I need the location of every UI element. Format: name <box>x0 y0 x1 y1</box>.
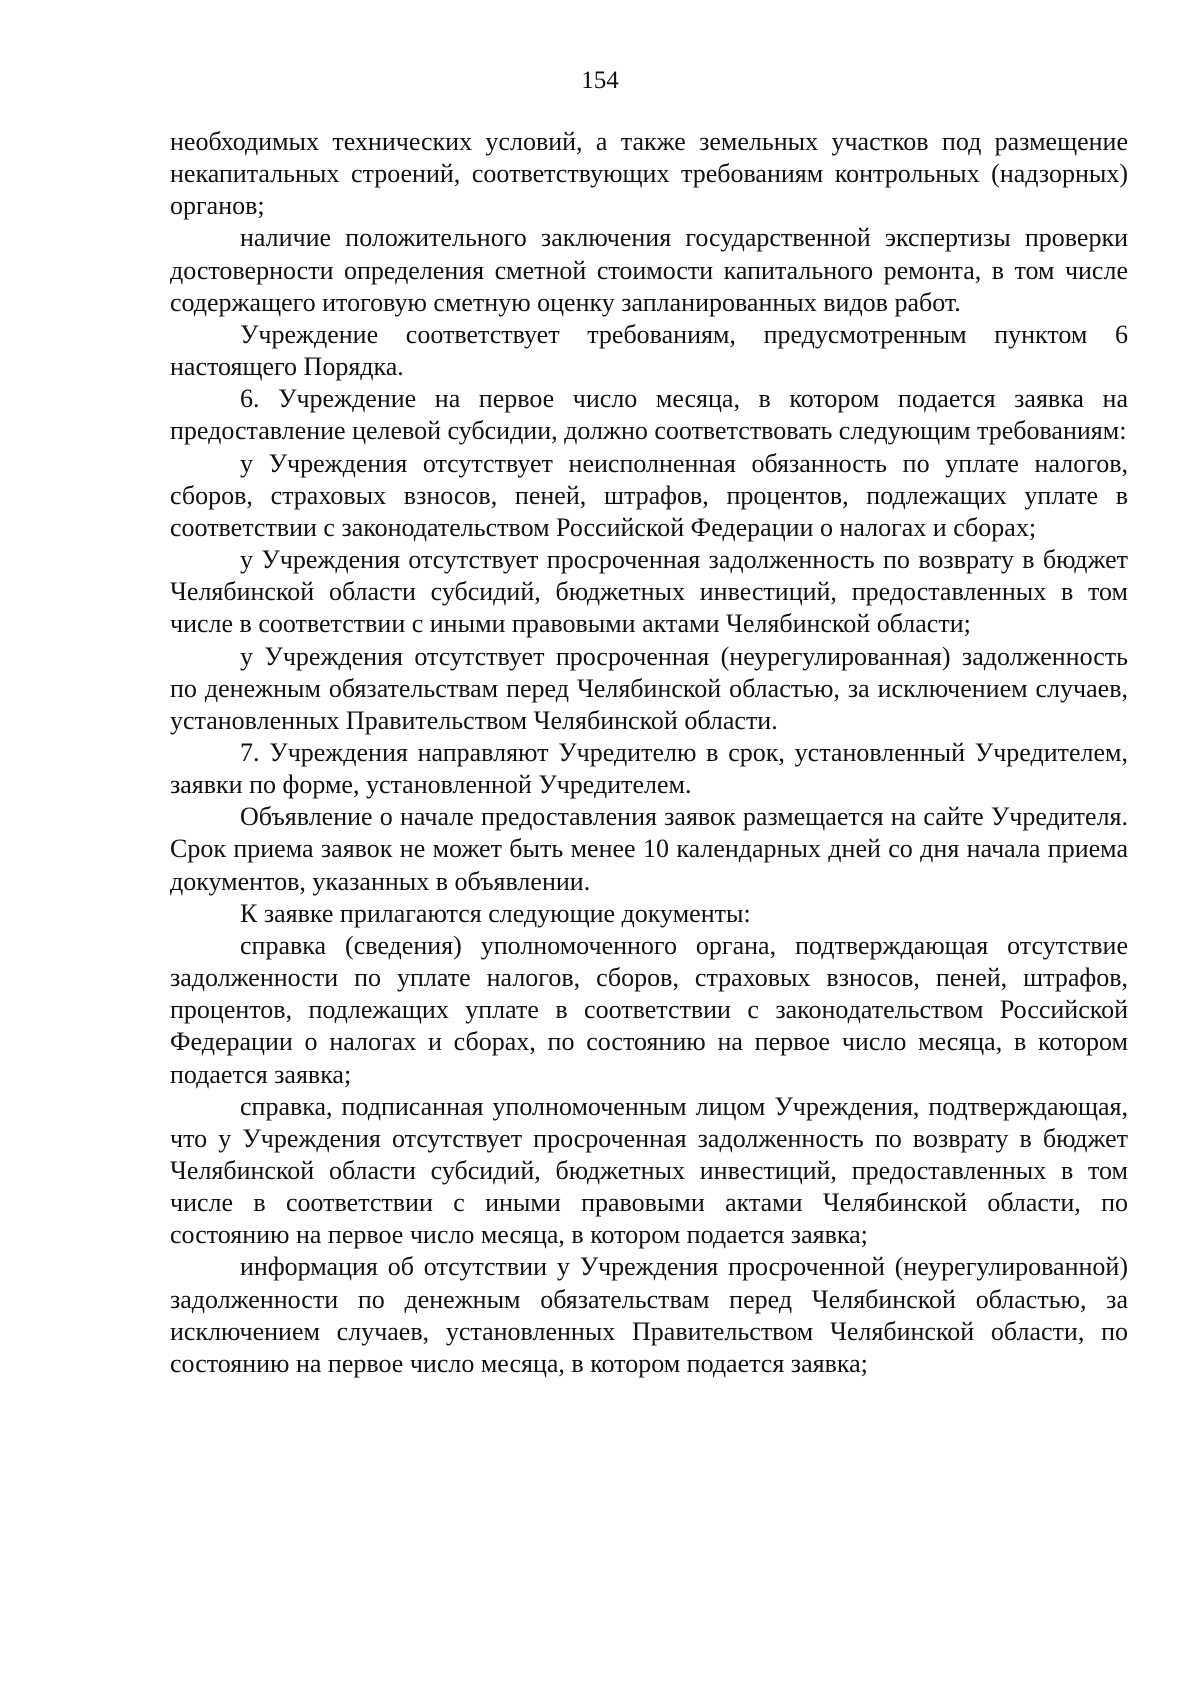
paragraph-information-absence: информация об отсутствии у Учреждения просроченной (неурегулированной) задолженности по денежным обязательствам перед Челябинской областью, за исключением случаев, установленных Правительством Челябинской области, по состоянию на первое число месяца, в котором подается заявка; <box>170 1252 1128 1378</box>
paragraph-certificate-authority: справка (сведения) уполномоченного органа, подтверждающая отсутствие задолженности по уплате налогов, сборов, страховых взносов, пеней, штрафов, процентов, подлежащих уплате в соответствии с законодательством Российской Федерации о налогах и сборах, по состоянию на первое число месяца, в котором подается заявка; <box>170 930 1128 1089</box>
paragraph-announcement: Объявление о начале предоставления заявок размещается на сайте Учредителя. Срок приема заявок не может быть менее 10 календарных дней со дня начала приема документов, указанных в объявлении. <box>170 802 1128 896</box>
paragraph-certificate-signed: справка, подписанная уполномоченным лицом Учреждения, подтверждающая, что у Учреждения отсутствует просроченная задолженность по возврату в бюджет Челябинской области субсидий, бюджетных инвестиций, предоставленных в том числе в соответствии с иными правовыми актами Челябинской области, по состоянию на первое число месяца, в котором подается заявка; <box>170 1091 1128 1250</box>
page-number: 154 <box>581 67 619 94</box>
paragraph-tax-obligation: у Учреждения отсутствует неисполненная обязанность по уплате налогов, сборов, страховых взносов, пеней, штрафов, процентов, подлежащих уплате в соответствии с законодательством Российской Федерации о налогах и сборах; <box>170 448 1128 542</box>
paragraph-clause-6: 6. Учреждение на первое число месяца, в котором подается заявка на предоставление целевой субсидии, должно соответствовать следующим требованиям: <box>170 384 1128 446</box>
paragraph-expert-conclusion: наличие положительного заключения государственной экспертизы проверки достоверности определения сметной стоимости капитального ремонта, в том числе содержащего итоговую сметную оценку запланированных видов работ. <box>170 223 1128 317</box>
document-body <box>170 126 1128 1380</box>
paragraph-overdue-budget-debt: у Учреждения отсутствует просроченная задолженность по возврату в бюджет Челябинской области субсидий, бюджетных инвестиций, предоставленных в том числе в соответствии с иными правовыми актами Челябинской области; <box>170 545 1128 639</box>
paragraph-requirements-compliance: Учреждение соответствует требованиям, предусмотренным пунктом 6 настоящего Порядка. <box>170 319 1128 382</box>
paragraph-unsettled-debt: у Учреждения отсутствует просроченная (неурегулированная) задолженность по денежным обязательствам перед Челябинской областью, за исключением случаев, установленных Правительством Челябинской области. <box>170 641 1128 735</box>
paragraph-documents-intro: К заявке прилагаются следующие документы: <box>240 898 751 928</box>
paragraph-continuation: необходимых технических условий, а также земельных участков под размещение некапитальных строений, соответствующих требованиям контрольных (надзорных) органов; <box>170 127 1128 221</box>
paragraph-clause-7: 7. Учреждения направляют Учредителю в срок, установленный Учредителем, заявки по форме, установленной Учредителем. <box>170 737 1128 800</box>
